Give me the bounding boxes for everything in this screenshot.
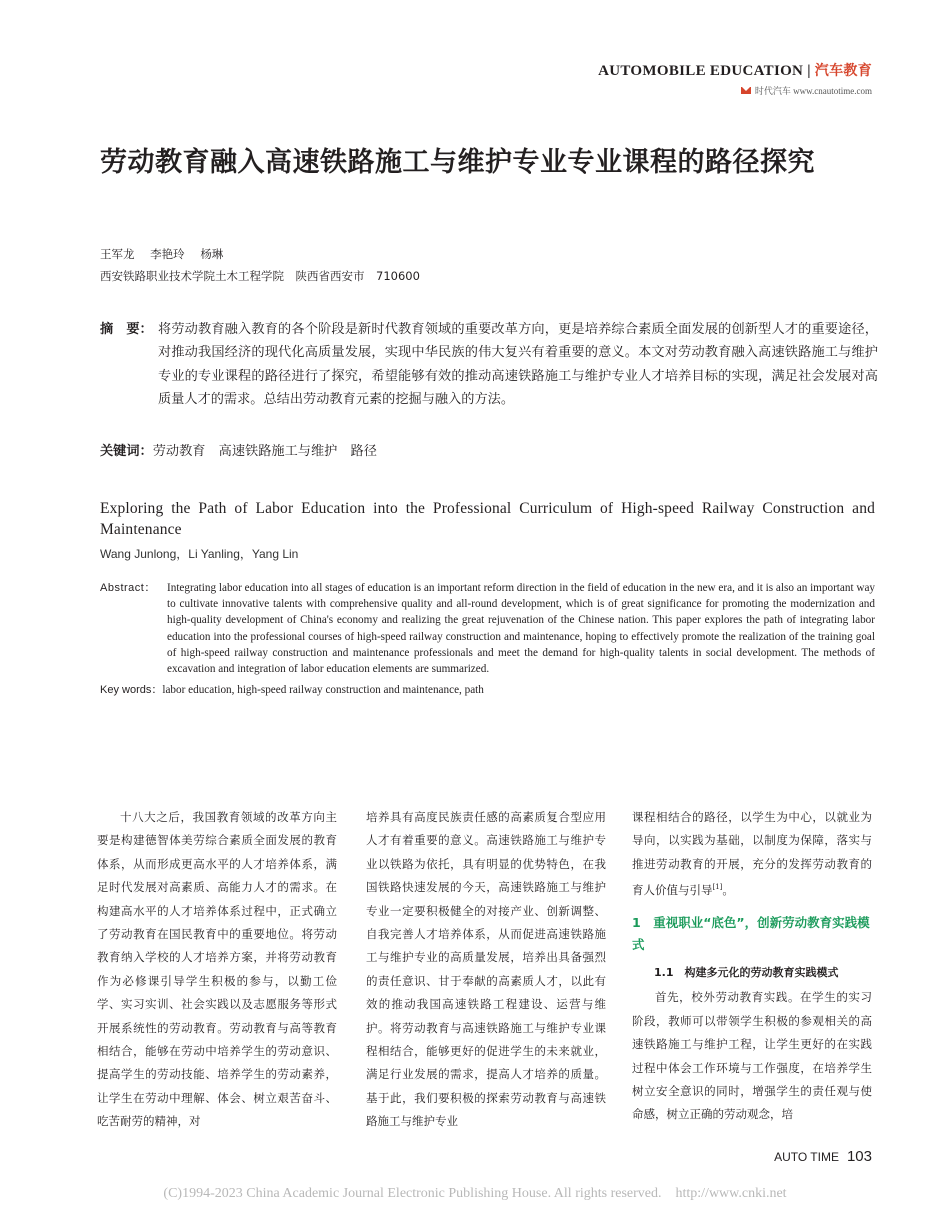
english-title: Exploring the Path of Labor Education into the Professional Curriculum of High-speed Railway Construction and Maintenance (100, 500, 875, 538)
keywords-cn (100, 440, 377, 459)
journal-title (598, 60, 872, 80)
journal-name-en: AUTOMOBILE EDUCATION (598, 63, 804, 79)
body-paragraph (632, 806, 872, 902)
body-text: 课程相结合的路径，以学生为中心，以就业为导向，以实践为基础，以制度为保障，落实与推进劳动教育的开展，充分的发挥劳动教育的育人价值与引导 (632, 810, 872, 898)
keywords-en-label: Key words： (100, 684, 163, 696)
body-paragraph: 首先，校外劳动教育实践。在学生的实习阶段，教师可以带领学生积极的参观相关的高速铁路施工与维护工程，让学生更好的在实践过程中体会工作环境与工作强度，在培养学生树立安全意识的同时，增强学生的责任观与使命感，树立正确的劳动观念，培 (632, 990, 872, 1122)
body-column-2 (366, 806, 606, 1134)
abstract-en (100, 580, 875, 677)
journal-site-text: 时代汽车 www.cnautotime.com (754, 86, 872, 96)
abstract-en-text: Integrating labor education into all stages of education is an important reform direction in the field of education in the new era, and it is also an important way to cultivate innovative talents with comprehensive quality and all-round development, which is of great significance for promoting the modernization and high-quality development of China's economy and realizing the great rejuvenation of the Chinese nation. This paper explores the path of integrating labor education into the professional courses of high-speed railway construction and maintenance, hoping to effectively promote the realization of the training goal of high-speed railway construction and maintenance professionals and meet the demand for high-quality talents in social development. The methods of excavation and integration of labor education elements are summarized. (167, 582, 876, 676)
subsection-heading: 1.1 构建多元化的劳动教育实践模式 (654, 966, 839, 980)
author-name: 杨琳 (200, 247, 224, 261)
section-heading: 1 重视职业“底色”，创新劳动教育实践模式 (632, 915, 870, 953)
abstract-en-label: Abstract： (100, 582, 156, 594)
keywords-cn-text: 劳动教育 高速铁路施工与维护 路径 (152, 444, 377, 459)
body-paragraph: 十八大之后，我国教育领域的改革方向主要是构建德智体美劳综合素质全面发展的教育体系，从而形成更高水平的人才培养体系，满足时代发展对高素质、高能力人才的需求。在构建高水平的人才培养体系过程中，正式确立了劳动教育在国民教育中的重要地位。将劳动教育纳入学校的人才培养方案，并将劳动教育作为必修课引导学生积极的参与，以勤工俭学、实习实训、社会实践以及志愿服务等形式开展系统性的劳动教育。劳动教育与高等教育相结合，能够在劳动中培养学生的劳动意识、提高学生的劳动技能、培养学生的劳动素养，让学生在劳动中理解、体会、树立艰苦奋斗、吃苦耐劳的精神，对 (97, 810, 337, 1129)
page-footer (774, 1148, 872, 1166)
reference-marker: [1] (712, 883, 723, 892)
body-text: 。 (722, 883, 734, 898)
author-affiliation: 西安铁路职业技术学院土木工程学院 陕西省西安市 710600 (100, 269, 420, 283)
author-name: 王军龙 (100, 247, 135, 261)
author-list (100, 246, 235, 262)
mail-icon (741, 87, 751, 94)
footer-magazine: AUTO TIME (774, 1150, 839, 1164)
english-authors: Wang Junlong，Li Yanling，Yang Lin (100, 547, 299, 561)
abstract-cn-label: 摘 要： (100, 322, 153, 337)
keywords-en (100, 681, 484, 697)
page-number: 103 (846, 1148, 872, 1165)
paper-title: 劳动教育融入高速铁路施工与维护专业专业课程的路径探究 (100, 147, 815, 178)
body-paragraph: 培养具有高度民族责任感的高素质复合型应用人才有着重要的意义。高速铁路施工与维护专业以铁路为依托，具有明显的优势特色，在我国铁路快速发展的今天，高速铁路施工与维护专业一定要积极健全的对接产业、创新调整、自我完善人才培养体系，从而促进高速铁路施工与维护专业的高质量发展，培养出具备强烈的责任意识、甘于奉献的高素质人才，以此有效的推动我国高速铁路工程建设、运营与维护。将劳动教育与高速铁路施工与维护专业课程相结合，能够更好的促进学生的未来就业，满足行业发展的需求，提高人才培养的质量。基于此，我们要积极的探索劳动教育与高速铁路施工与维护专业 (366, 810, 606, 1129)
body-column-3 (632, 806, 872, 1127)
journal-separator: | (807, 63, 811, 79)
journal-site (741, 84, 872, 97)
author-name: 李艳玲 (150, 247, 185, 261)
keywords-cn-label: 关键词： (100, 444, 153, 459)
abstract-cn-text: 将劳动教育融入教育的各个阶段是新时代教育领域的重要改革方向，更是培养综合素质全面发展的创新型人才的重要途径，对推动我国经济的现代化高质量发展，实现中华民族的伟大复兴有着重要的意义。本文对劳动教育融入高速铁路施工与维护专业的专业课程的路径进行了探究，希望能够有效的推动高速铁路施工与维护专业人才培养目标的实现，满足社会发展对高质量人才的需求。总结出劳动教育元素的挖掘与融入的方法。 (158, 322, 878, 408)
body-column-1 (97, 806, 337, 1134)
abstract-cn (100, 318, 878, 412)
journal-name-cn: 汽车教育 (814, 63, 872, 79)
copyright-watermark: (C)1994-2023 China Academic Journal Electronic Publishing House. All rights reserved. http://www.cnki.net (163, 1186, 787, 1201)
keywords-en-text: labor education, high-speed railway construction and maintenance, path (162, 684, 484, 696)
